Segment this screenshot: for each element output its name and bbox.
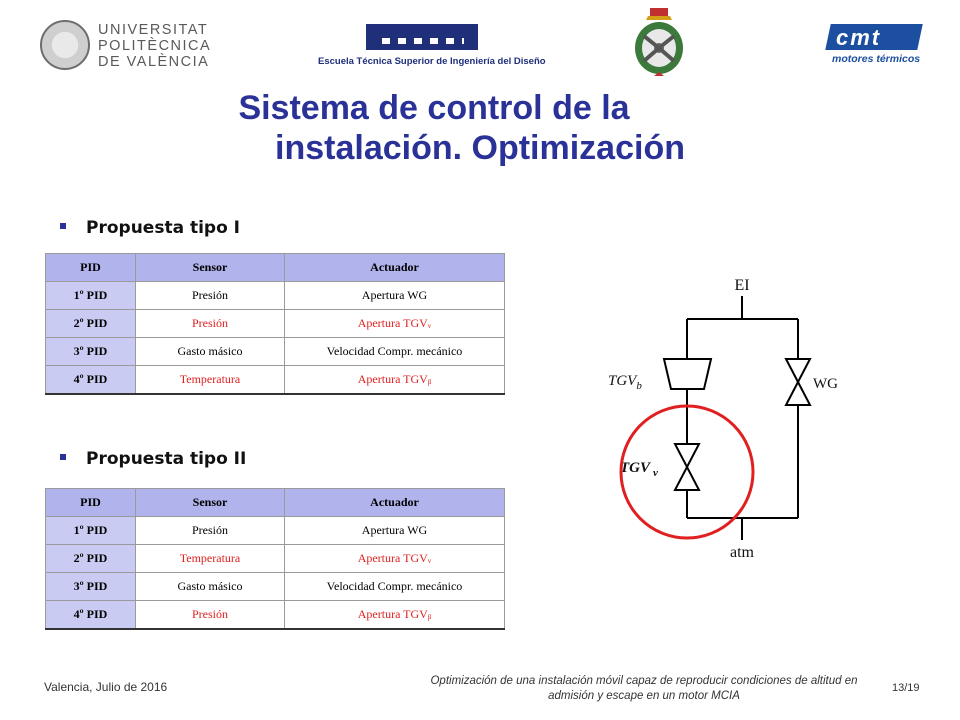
actuador-cell: Apertura TGVᵥ — [285, 310, 505, 338]
table-row — [46, 310, 505, 338]
sensor-cell: Temperatura — [136, 366, 285, 395]
page-number: 13/19 — [892, 682, 920, 694]
table-row — [46, 545, 505, 573]
cmt-logo-sub: motores térmicos — [832, 53, 921, 65]
bullet-icon — [60, 454, 66, 460]
tgvb-label: $TGV_b$ — [608, 373, 642, 392]
upv-seal-icon — [40, 20, 90, 70]
tgvb-turbine-icon — [664, 359, 711, 389]
wg-label: WG — [813, 376, 838, 392]
actuador-cell: Apertura TGVᵦ — [285, 366, 505, 395]
table-header-row — [46, 254, 505, 282]
ei-label: EI — [734, 277, 750, 294]
table-row — [46, 573, 505, 601]
actuador-cell: Apertura WG — [285, 282, 505, 310]
page-title — [140, 88, 820, 168]
pid-cell: 4º PID — [46, 601, 136, 630]
sensor-cell: Presión — [136, 310, 285, 338]
bullet-icon — [60, 223, 66, 229]
sensor-cell: Temperatura — [136, 545, 285, 573]
title-line-2: instalación. Optimización — [275, 129, 685, 167]
table-header-row — [46, 489, 505, 517]
section1-heading-text: Propuesta tipo I — [86, 218, 241, 238]
title-line-1: Sistema de control de la — [238, 89, 630, 127]
actuador-cell: Apertura TGVᵦ — [285, 601, 505, 630]
actuador-cell: Velocidad Compr. mecánico — [285, 338, 505, 366]
column-header: PID — [46, 254, 136, 282]
cmt-logo-letters: cmt — [836, 25, 882, 50]
tgvv-label: TGV $_v$ — [620, 460, 658, 479]
footer-date: Valencia, Julio de 2016 — [44, 680, 168, 694]
tgvv-valve-bottom-icon — [675, 467, 699, 490]
tgvv-valve-top-icon — [675, 444, 699, 467]
pid-cell: 1º PID — [46, 282, 136, 310]
control-schematic — [580, 270, 870, 570]
section2-heading-text: Propuesta tipo II — [86, 449, 247, 469]
column-header: Actuador — [285, 489, 505, 517]
table-row — [46, 338, 505, 366]
pid-cell: 1º PID — [46, 517, 136, 545]
wg-valve-top-icon — [786, 359, 810, 382]
sensor-cell: Presión — [136, 601, 285, 630]
pid-cell: 2º PID — [46, 545, 136, 573]
crest-logo-icon — [630, 6, 688, 76]
actuador-cell: Velocidad Compr. mecánico — [285, 573, 505, 601]
sensor-cell: Presión — [136, 282, 285, 310]
column-header: PID — [46, 489, 136, 517]
actuador-cell: Apertura TGVᵥ — [285, 545, 505, 573]
sensor-cell: Gasto másico — [136, 338, 285, 366]
upv-logo-text: UNIVERSITAT POLITÈCNICA DE VALÈNCIA — [98, 22, 212, 70]
etsid-mark-icon — [366, 24, 478, 50]
pid-cell: 4º PID — [46, 366, 136, 395]
footer-title: Optimización de una instalación móvil capaz de reproducir condiciones de altitud en admisión y escape en un motor MCIA — [430, 675, 858, 702]
wg-valve-bottom-icon — [786, 382, 810, 405]
pid-cell: 2º PID — [46, 310, 136, 338]
pid-cell: 3º PID — [46, 338, 136, 366]
etsid-logo — [318, 22, 546, 70]
sensor-cell: Presión — [136, 517, 285, 545]
cmt-logo — [828, 24, 920, 70]
pid-table-2 — [45, 488, 505, 630]
atm-label: atm — [730, 544, 754, 561]
pid-cell: 3º PID — [46, 573, 136, 601]
section2-heading — [60, 449, 246, 469]
section1-heading — [60, 218, 240, 238]
upv-logo — [40, 18, 212, 74]
actuador-cell: Apertura WG — [285, 517, 505, 545]
sensor-cell: Gasto másico — [136, 573, 285, 601]
column-header: Actuador — [285, 254, 505, 282]
table-row — [46, 282, 505, 310]
pid-table-1 — [45, 253, 505, 395]
etsid-logo-text: Escuela Técnica Superior de Ingeniería del Diseño — [318, 56, 546, 67]
column-header: Sensor — [136, 254, 285, 282]
column-header: Sensor — [136, 489, 285, 517]
table-row — [46, 601, 505, 630]
table-row — [46, 366, 505, 395]
table-row — [46, 517, 505, 545]
